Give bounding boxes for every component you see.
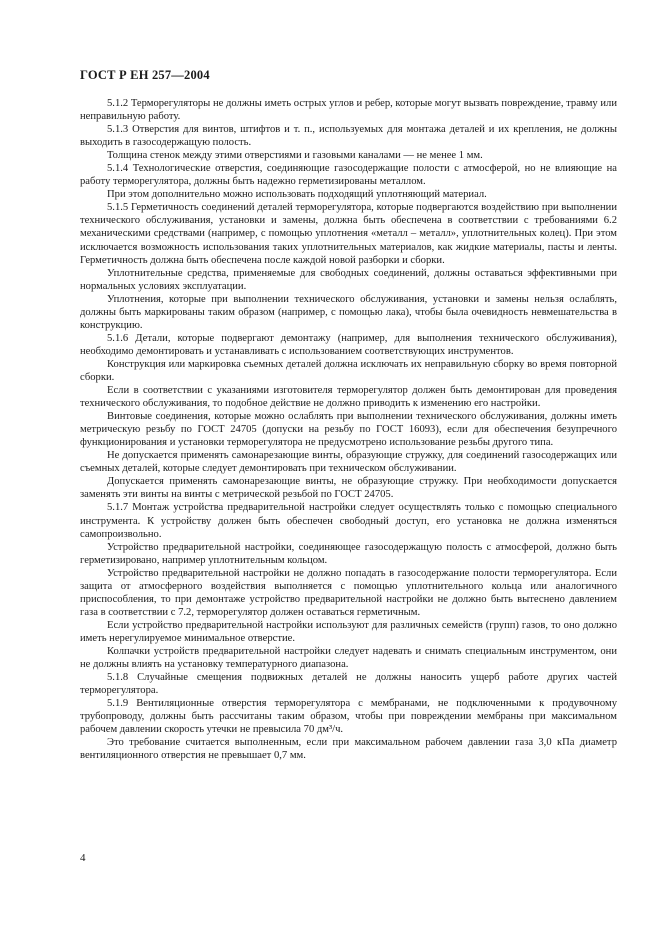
- paragraph: 5.1.9 Вентиляционные отверстия терморегулятора с мембранами, не подключенными к продувочному трубопроводу, должны быть рассчитаны таким образом, чтобы при повреждении мембраны при максимальном рабочем давлении скорость утечки не превысила 70 дм³/ч.: [80, 698, 617, 736]
- paragraph: Устройство предварительной настройки, соединяющее газосодержащую полость с атмосферой, должно быть герметизировано, например уплотнительным кольцом.: [80, 541, 617, 566]
- paragraph: Если в соответствии с указаниями изготовителя терморегулятор должен быть демонтирован для проведения технического обслуживания, то подобное действие не должно приводить к изменению его настройки.: [80, 385, 617, 410]
- paragraph: 5.1.2 Терморегуляторы не должны иметь острых углов и ребер, которые могут вызвать повреждение, травму или неправильную работу.: [80, 98, 617, 123]
- paragraph: Уплотнения, которые при выполнении технического обслуживания, установки и замены нельзя ослаблять, должны быть маркированы таким образом (например, с помощью лака), чтобы была очевидность невмешательства в конструкцию.: [80, 293, 617, 331]
- paragraph: Допускается применять самонарезающие винты, не образующие стружку. При необходимости допускается заменять эти винты на винты с метрической резьбой по ГОСТ 24705.: [80, 476, 617, 501]
- paragraph: Устройство предварительной настройки не должно попадать в газосодержание полости терморегулятора. Если защита от атмосферного воздействия выполняется с помощью уплотнительного кольца или аналогичного приспособления, то при демонтаже устройство предварительной настройки не должно быть вытеснено давлением газа в соответствии с 7.2, терморегулятор должен оставаться герметичным.: [80, 567, 617, 618]
- paragraph: Уплотнительные средства, применяемые для свободных соединений, должны оставаться эффективными при нормальных условиях эксплуатации.: [80, 267, 617, 292]
- standard-header: ГОСТ Р ЕН 257—2004: [80, 68, 210, 82]
- paragraph: Это требование считается выполненным, если при максимальном рабочем давлении газа 3,0 кПа диаметр вентиляционного отверстия не превышает 0,7 мм.: [80, 737, 617, 762]
- paragraph: 5.1.6 Детали, которые подвергают демонтажу (например, для выполнения технического обслуживания), необходимо демонтировать и устанавливать с использованием соответствующих инструментов.: [80, 332, 617, 357]
- paragraph: Если устройство предварительной настройки используют для различных семейств (групп) газов, то оно должно иметь нерегулируемое минимальное отверстие.: [80, 619, 617, 644]
- page-number: 4: [80, 852, 86, 864]
- paragraph: Не допускается применять самонарезающие винты, образующие стружку, для соединений газосодержащих или съемных деталей, которые следует демонтировать при техническом обслуживании.: [80, 450, 617, 475]
- paragraph: 5.1.5 Герметичность соединений деталей терморегулятора, которые подвергаются воздействию при выполнении технического обслуживания, установки и замены, должна быть обеспечена в соответствии с требованиями 6.2 механическими средствами (например, с помощью уплотнения «металл – металл», уплотнительных колец). При этом исключается возможность использования таких уплотнительных материалов, как жидкие материалы, пасты и ленты. Герметичность должна быть обеспечена после каждой новой разборки и сборки.: [80, 202, 617, 266]
- paragraph: Толщина стенок между этими отверстиями и газовыми каналами — не менее 1 мм.: [107, 150, 483, 162]
- paragraph: При этом дополнительно можно использовать подходящий уплотняющий материал.: [107, 189, 487, 201]
- paragraph: Винтовые соединения, которые можно ослаблять при выполнении технического обслуживания, должны иметь метрическую резьбу по ГОСТ 24705 (допуски на резьбу по ГОСТ 16093), если для обеспечения безупречного функционирования и установки терморегулятора не предусмотрено использование резьбы другого типа.: [80, 411, 617, 449]
- paragraph: 5.1.7 Монтаж устройства предварительной настройки следует осуществлять только с помощью специального инструмента. К устройству должен быть обеспечен свободный доступ, его установка не должна изменяться самопроизвольно.: [80, 502, 617, 540]
- body-text: [80, 97, 617, 762]
- paragraph: Конструкция или маркировка съемных деталей должна исключать их неправильную сборку во время повторной сборки.: [80, 358, 617, 383]
- paragraph: 5.1.8 Случайные смещения подвижных деталей не должны наносить ущерб работе других частей терморегулятора.: [80, 672, 617, 697]
- paragraph: 5.1.3 Отверстия для винтов, штифтов и т. п., используемых для монтажа деталей и их крепления, не должны выходить в газосодержащую полость.: [80, 124, 617, 149]
- paragraph: Колпачки устройств предварительной настройки следует надевать и снимать специальным инструментом, они не должны влиять на установку температурного диапазона.: [80, 645, 617, 671]
- paragraph: 5.1.4 Технологические отверстия, соединяющие газосодержащие полости с атмосферой, но не влияющие на работу терморегулятора, должны быть надежно герметизированы металлом.: [80, 163, 617, 188]
